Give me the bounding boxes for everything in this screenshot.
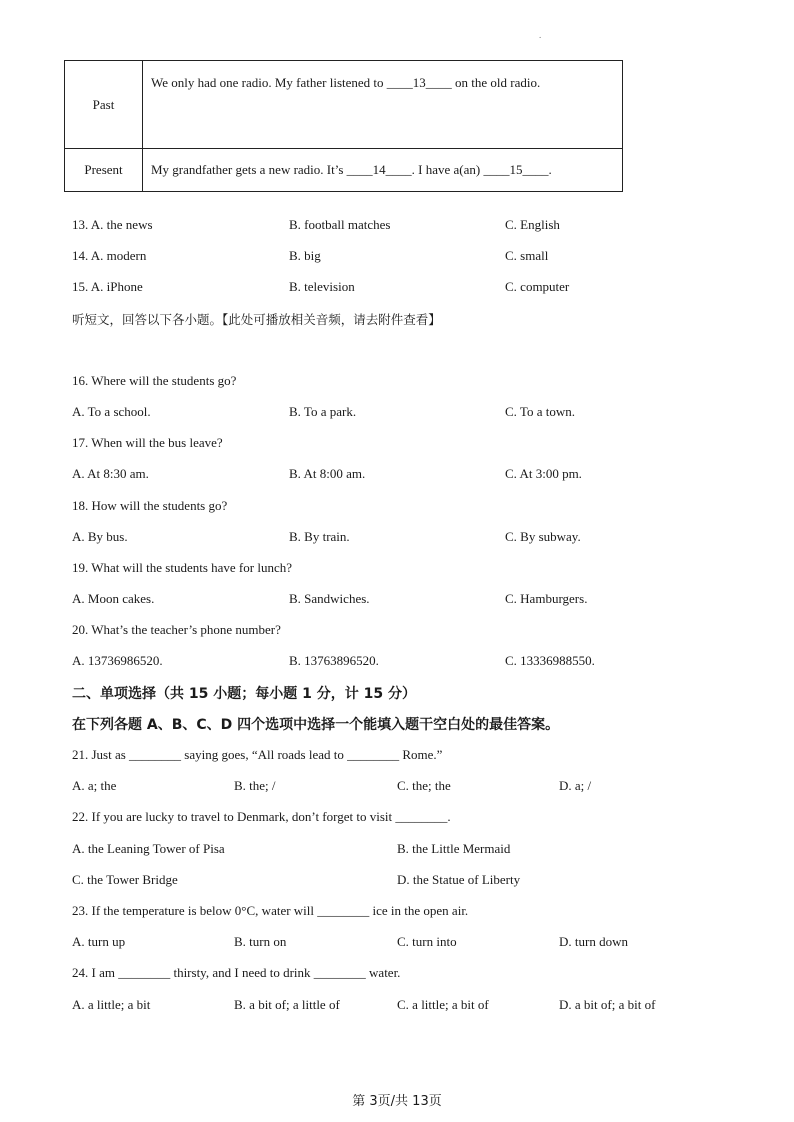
blank-15: ____15____ <box>483 162 549 177</box>
q14-option-a: 14. A. modern <box>72 248 147 263</box>
q20-option-b: B. 13763896520. <box>289 653 379 668</box>
q20-option-c: C. 13336988550. <box>505 653 595 668</box>
q23-option-d: D. turn down <box>559 934 628 949</box>
past-sentence <box>143 61 623 149</box>
past-label: Past <box>65 61 143 149</box>
q16-option-c: C. To a town. <box>505 404 575 419</box>
past-text-pre: We only had one radio. My father listened to <box>151 75 387 90</box>
q15-option-c: C. computer <box>505 279 570 294</box>
q24-stem: 24. I am ________ thirsty, and I need to drink ________ water. <box>72 965 401 980</box>
q20-option-a: A. 13736986520. <box>72 653 163 668</box>
q19-option-b: B. Sandwiches. <box>289 591 370 606</box>
q22-option-a: A. the Leaning Tower of Pisa <box>72 841 225 856</box>
page-footer: 第 3页/共 13页 <box>352 1094 442 1109</box>
table-row-present <box>65 149 623 192</box>
q21-option-c: C. the; the <box>397 778 451 793</box>
q24-option-b: B. a bit of; a little of <box>234 997 340 1012</box>
q20-stem: 20. What’s the teacher’s phone number? <box>72 622 281 637</box>
blank-14: ____14____ <box>346 162 412 177</box>
q23-option-c: C. turn into <box>397 934 457 949</box>
q13-option-b: B. football matches <box>289 217 391 232</box>
q23-option-a: A. turn up <box>72 934 126 949</box>
q18-stem: 18. How will the students go? <box>72 498 228 513</box>
q14-option-b: B. big <box>289 248 321 263</box>
q21-option-a: A. a; the <box>72 778 117 793</box>
q19-stem: 19. What will the students have for lunch? <box>72 560 292 575</box>
q22-stem: 22. If you are lucky to travel to Denmark, don’t forget to visit ________. <box>72 809 451 824</box>
q19-option-a: A. Moon cakes. <box>72 591 155 606</box>
q18-option-b: B. By train. <box>289 529 350 544</box>
present-label: Present <box>65 149 143 192</box>
q21-option-d: D. a; / <box>559 778 592 793</box>
q24-option-a: A. a little; a bit <box>72 997 151 1012</box>
past-text-post: on the old radio. <box>451 75 541 90</box>
q24-option-c: C. a little; a bit of <box>397 997 489 1012</box>
q18-option-a: A. By bus. <box>72 529 128 544</box>
q17-option-c: C. At 3:00 pm. <box>505 466 582 481</box>
q19-option-c: C. Hamburgers. <box>505 591 588 606</box>
q18-option-c: C. By subway. <box>505 529 581 544</box>
q13-option-a: 13. A. the news <box>72 217 153 232</box>
q15-option-b: B. television <box>289 279 355 294</box>
present-text-pre: My grandfather gets a new radio. It’s <box>151 162 347 177</box>
blank-13: ____13____ <box>386 75 452 90</box>
q16-stem: 16. Where will the students go? <box>72 373 237 388</box>
q17-option-a: A. At 8:30 am. <box>72 466 149 481</box>
present-text-mid: . I have a(an) <box>411 162 484 177</box>
q24-option-d: D. a bit of; a bit of <box>559 997 656 1012</box>
q22-option-b: B. the Little Mermaid <box>397 841 511 856</box>
q16-option-a: A. To a school. <box>72 404 151 419</box>
q14-option-c: C. small <box>505 248 549 263</box>
q21-stem: 21. Just as ________ saying goes, “All roads lead to ________ Rome.” <box>72 747 443 762</box>
q17-stem: 17. When will the bus leave? <box>72 435 223 450</box>
present-text-post: . <box>548 162 552 177</box>
present-sentence <box>143 149 623 192</box>
q22-option-c: C. the Tower Bridge <box>72 872 178 887</box>
table-row-past <box>65 61 623 149</box>
section-2-title: 二、单项选择（共 15 小题；每小题 1 分，计 15 分） <box>72 686 416 702</box>
q17-option-b: B. At 8:00 am. <box>289 466 366 481</box>
listening-instruction: 听短文，回答以下各小题。【此处可播放相关音频，请去附件查看】 <box>72 312 441 327</box>
section-2-instruction: 在下列各题 A、B、C、D 四个选项中选择一个能填入题干空白处的最佳答案。 <box>72 717 560 733</box>
q16-option-b: B. To a park. <box>289 404 357 419</box>
q23-stem: 23. If the temperature is below 0°C, water will ________ ice in the open air. <box>72 903 469 918</box>
q22-option-d: D. the Statue of Liberty <box>397 872 521 887</box>
q13-option-c: C. English <box>505 217 560 232</box>
radio-comparison-table <box>64 60 623 192</box>
q23-option-b: B. turn on <box>234 934 287 949</box>
q15-option-a: 15. A. iPhone <box>72 279 143 294</box>
top-mark: . <box>539 30 542 40</box>
q21-option-b: B. the; / <box>234 778 276 793</box>
